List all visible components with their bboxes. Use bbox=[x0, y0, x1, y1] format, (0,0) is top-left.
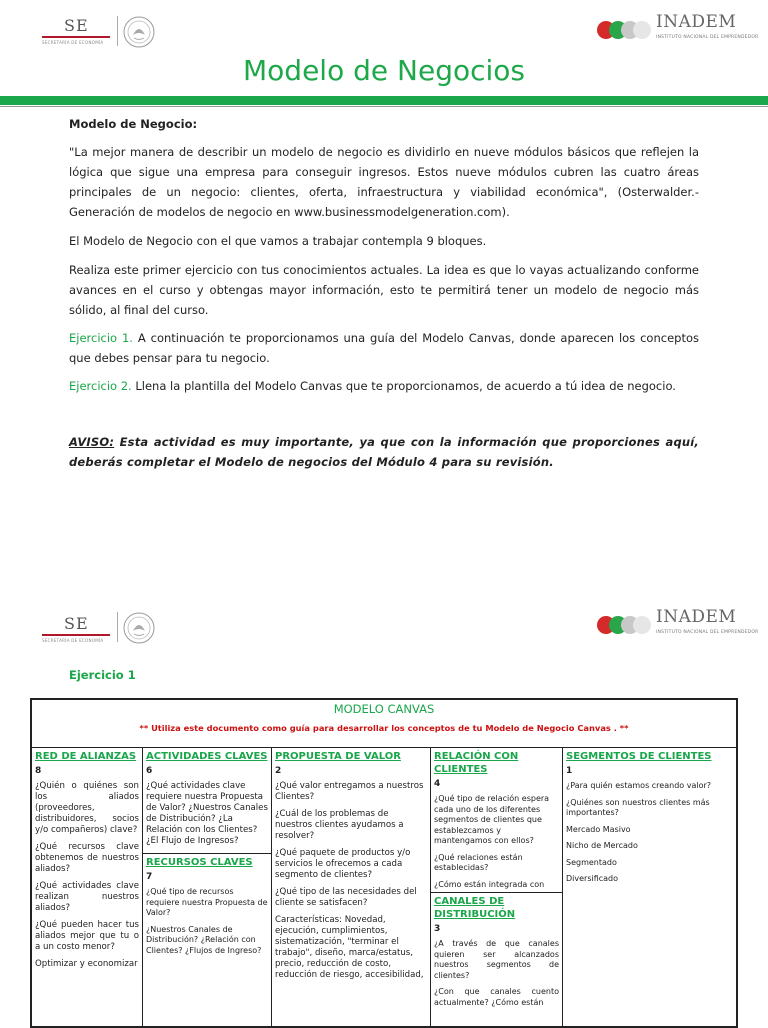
column-number: 7 bbox=[146, 872, 153, 882]
exercise-2-label: Ejercicio 2. bbox=[69, 379, 132, 393]
exercise-1-heading: Ejercicio 1 bbox=[69, 668, 136, 682]
inadem-logo bbox=[596, 12, 760, 46]
column-header: PROPUESTA DE VALOR bbox=[275, 751, 401, 762]
list-item: ¿Quiénes son nuestros clientes más importantes? bbox=[566, 797, 710, 817]
inadem-logo-subtitle: INSTITUTO NACIONAL DEL EMPRENDEDOR bbox=[656, 630, 759, 635]
list-item: ¿Qué valor entregamos a nuestros Clientes? bbox=[275, 781, 424, 802]
list-item: ¿Cómo están integrada con bbox=[434, 879, 545, 889]
inadem-circles-icon bbox=[596, 609, 654, 639]
canvas-column-red-de-alianzas bbox=[32, 747, 142, 1026]
canvas-column-relacion-con-clientes bbox=[431, 747, 562, 1026]
list-item: ¿Qué actividades clave realizan nuestros aliados? bbox=[35, 881, 139, 913]
canvas-note: ** Utiliza este documento como guía para desarrollar los conceptos de tu Modelo de Negocio Canvas . ** bbox=[139, 723, 629, 733]
inadem-circles-icon bbox=[596, 14, 654, 44]
column-header: ACTIVIDADES CLAVES bbox=[146, 751, 268, 762]
list-item: ¿Para quién estamos creando valor? bbox=[566, 781, 711, 790]
list-item: Nicho de Mercado bbox=[566, 841, 638, 850]
mexico-seal-icon bbox=[122, 611, 156, 645]
column-number: 8 bbox=[35, 766, 42, 776]
intro-paragraph-2: El Modelo de Negocio con el que vamos a trabajar contempla 9 bloques. bbox=[69, 234, 487, 248]
exercise-1-paragraph: Ejercicio 1. A continuación te proporcionamos una guía del Modelo Canvas, donde aparecen los conceptos que debes pensar para tu negocio. bbox=[69, 331, 699, 365]
column-header: SEGMENTOS DE CLIENTES bbox=[566, 751, 712, 762]
canvas-subsection-canales-de-distribucion bbox=[431, 892, 562, 1016]
se-logo-text: SE bbox=[64, 614, 89, 633]
se-logo-page-2 bbox=[42, 612, 112, 644]
exercise-1-label: Ejercicio 1. bbox=[69, 331, 133, 345]
list-item: Características: Novedad, ejecución, cumplimientos, sistematización, "terminar el trabajo", diseño, marca/estatus, precio, reducción de costo, reducción de riesgo, accesibilidad, bbox=[275, 915, 424, 980]
canvas-column-actividades-claves bbox=[143, 747, 271, 1026]
list-item: ¿Qué paquete de productos y/o servicios le ofrecemos a cada segmento de clientes? bbox=[275, 848, 411, 880]
list-item: ¿Nuestros Canales de Distribución? ¿Relación con Clientes? ¿Flujos de Ingreso? bbox=[146, 924, 262, 955]
list-item: Diversificado bbox=[566, 874, 619, 883]
mexico-seal-icon bbox=[122, 15, 156, 49]
exercise-2-paragraph: Ejercicio 2. Llena la plantilla del Modelo Canvas que te proporcionamos, de acuerdo a tú idea de negocio. bbox=[69, 379, 676, 393]
list-item: ¿Qué tipo de las necesidades del cliente se satisfacen? bbox=[275, 887, 417, 908]
se-logo bbox=[42, 14, 112, 46]
inadem-logo-page-2 bbox=[596, 607, 760, 641]
column-number: 4 bbox=[434, 779, 441, 789]
column-number: 1 bbox=[566, 766, 573, 776]
intro-paragraph-3: Realiza este primer ejercicio con tus conocimientos actuales. La idea es que lo vayas actualizando conforme avances en el curso y obtengas mayor información, esto te permitirá tener un modelo de negocio más sólido, al final del curso. bbox=[69, 263, 699, 317]
title-grey-line bbox=[0, 106, 768, 107]
column-header: RELACIÓN CON CLIENTES bbox=[434, 751, 519, 775]
list-item: ¿Qué relaciones están establecidas? bbox=[434, 852, 523, 872]
list-item: Optimizar y economizar bbox=[35, 959, 138, 969]
se-logo-subtitle: SECRETARÍA DE ECONOMÍA bbox=[42, 40, 104, 45]
list-item: Segmentado bbox=[566, 857, 617, 867]
column-header: CANALES DE DISTRIBUCIÓN bbox=[434, 896, 516, 920]
list-item: ¿A través de que canales quieren ser alcanzados nuestros segmentos de clientes? bbox=[434, 939, 559, 980]
inadem-logo-subtitle: INSTITUTO NACIONAL DEL EMPRENDEDOR bbox=[656, 35, 759, 40]
column-number: 2 bbox=[275, 766, 282, 776]
column-number: 3 bbox=[434, 924, 441, 934]
aviso-paragraph: AVISO: Esta actividad es muy importante, ya que con la información que proporciones aquí, deberás completar el Modelo de negocios del Módulo 4 para su revisión. bbox=[69, 435, 699, 469]
list-item: ¿Qué actividades clave requiere nuestra Propuesta de Valor? ¿Nuestros Canales de Distribución? ¿La Relación con los Clientes? ¿El Flujo de Ingresos? bbox=[146, 781, 268, 846]
list-item: ¿Quién o quiénes son los aliados (proveedores, distribuidores, socios y/o compañeros) clave? bbox=[35, 781, 139, 835]
se-logo-subtitle: SECRETARÍA DE ECONOMÍA bbox=[42, 638, 104, 643]
column-number: 6 bbox=[146, 766, 153, 776]
list-item: ¿Cuál de los problemas de nuestros clientes ayudamos a resolver? bbox=[275, 809, 404, 841]
page-title: Modelo de Negocios bbox=[243, 54, 525, 87]
list-item: ¿Con que canales cuento actualmente? ¿Cómo están bbox=[434, 987, 559, 1007]
title-green-bar bbox=[0, 96, 768, 105]
list-item: ¿Qué pueden hacer tus aliados mejor que tu o a un costo menor? bbox=[35, 920, 139, 952]
canvas-table bbox=[30, 698, 738, 1028]
se-logo-line bbox=[42, 36, 110, 38]
column-header: RECURSOS CLAVES bbox=[146, 857, 253, 868]
inadem-logo-text: INADEM bbox=[656, 607, 737, 627]
canvas-title: MODELO CANVAS bbox=[333, 702, 435, 716]
intro-heading: Modelo de Negocio: bbox=[69, 117, 198, 131]
list-item: ¿Qué recursos clave obtenemos de nuestros aliados? bbox=[35, 842, 139, 874]
list-item: Mercado Masivo bbox=[566, 824, 631, 834]
se-logo-line bbox=[42, 634, 110, 636]
canvas-column-propuesta-de-valor bbox=[272, 747, 430, 1026]
column-header: RED DE ALIANZAS bbox=[35, 751, 137, 762]
aviso-label: AVISO: bbox=[69, 435, 115, 449]
list-item: ¿Qué tipo de relación espera cada uno de los diferentes segmentos de clientes que establezcamos y mantengamos con ellos? bbox=[434, 794, 550, 845]
list-item: ¿Qué tipo de recursos requiere nuestra Propuesta de Valor? bbox=[146, 887, 268, 917]
canvas-column-segmentos-de-clientes bbox=[563, 747, 736, 1026]
intro-paragraph-1: "La mejor manera de describir un modelo de negocio es dividirlo en nueve módulos básicos que reflejen la lógica que sigue una empresa para conseguir ingresos. Estos nueve módulos cubren las cuatro áreas principales de un negocio: clientes, oferta, infraestructura y viabilidad económica", (Osterwalder.- Generación de modelos de negocio en www.businessmodelgeneration.com). bbox=[69, 145, 699, 219]
inadem-logo-text: INADEM bbox=[656, 12, 737, 32]
se-logo-text: SE bbox=[64, 16, 89, 35]
canvas-subsection-recursos-claves bbox=[143, 853, 271, 964]
logo-separator bbox=[117, 612, 118, 642]
logo-separator bbox=[117, 16, 118, 46]
